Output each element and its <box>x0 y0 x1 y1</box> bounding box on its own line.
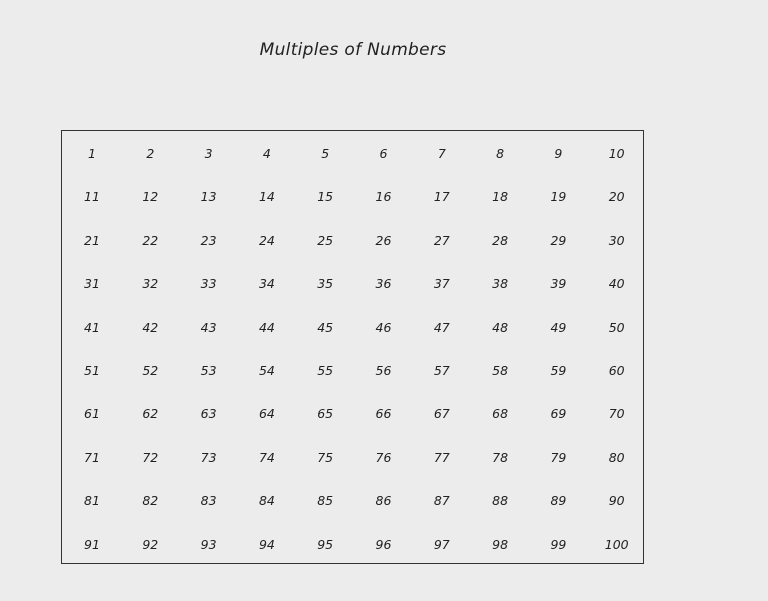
grid-number: 34 <box>258 276 275 292</box>
grid-number: 8 <box>496 146 505 161</box>
grid-number: 88 <box>492 493 509 509</box>
grid-number: 74 <box>258 449 275 465</box>
grid-number: 32 <box>142 276 159 292</box>
grid-number: 5 <box>321 146 330 161</box>
grid-number: 73 <box>200 449 217 465</box>
grid-number: 87 <box>433 493 450 509</box>
grid-number: 60 <box>608 363 625 378</box>
grid-number: 96 <box>375 536 392 552</box>
grid-number: 29 <box>550 232 567 248</box>
grid-number: 82 <box>142 493 159 509</box>
grid-number: 61 <box>84 406 100 422</box>
grid-number: 9 <box>554 146 563 161</box>
grid-number: 21 <box>84 232 100 248</box>
grid-number: 58 <box>492 363 509 378</box>
grid-number: 55 <box>317 363 334 378</box>
grid-number: 2 <box>146 146 155 161</box>
grid-number: 50 <box>608 319 625 335</box>
grid-number: 3 <box>204 146 213 161</box>
grid-number: 64 <box>258 406 275 422</box>
grid-number: 6 <box>379 146 388 161</box>
grid-number: 93 <box>200 536 217 552</box>
grid-number: 24 <box>258 232 275 248</box>
grid-number: 98 <box>492 536 509 552</box>
grid-number: 75 <box>317 449 334 465</box>
grid-number: 53 <box>200 363 217 378</box>
grid-number: 44 <box>258 319 275 335</box>
grid-number: 20 <box>608 189 625 205</box>
grid-number: 17 <box>433 189 450 205</box>
grid-number: 46 <box>375 319 392 335</box>
grid-number: 78 <box>492 449 509 465</box>
grid-number: 65 <box>317 406 334 422</box>
grid-number: 35 <box>317 276 334 292</box>
grid-number: 85 <box>317 493 334 509</box>
grid-number: 84 <box>258 493 275 509</box>
grid-number: 27 <box>433 232 450 248</box>
grid-number: 30 <box>608 232 625 248</box>
grid-number: 62 <box>142 406 159 422</box>
grid-number: 80 <box>608 449 625 465</box>
hundreds-grid <box>61 130 644 564</box>
grid-number: 23 <box>200 232 217 248</box>
grid-number: 18 <box>492 189 509 205</box>
grid-number: 63 <box>200 406 217 422</box>
grid-number: 67 <box>433 406 450 422</box>
grid-number: 94 <box>258 536 275 552</box>
grid-number: 45 <box>317 319 334 335</box>
grid-number: 56 <box>375 363 392 378</box>
grid-number: 69 <box>550 406 567 422</box>
grid-number: 4 <box>262 146 271 161</box>
grid-number: 99 <box>550 536 567 552</box>
grid-number: 43 <box>200 319 217 335</box>
grid-number: 76 <box>375 449 392 465</box>
grid-number: 66 <box>375 406 392 422</box>
grid-number: 37 <box>433 276 450 292</box>
grid-number: 12 <box>142 189 159 205</box>
grid-number: 36 <box>375 276 392 292</box>
grid-number: 51 <box>84 363 100 378</box>
grid-number: 10 <box>608 146 625 161</box>
grid-number: 39 <box>550 276 567 292</box>
grid-number: 92 <box>142 536 159 552</box>
grid-number: 86 <box>375 493 392 509</box>
grid-number: 15 <box>317 189 334 205</box>
grid-number: 38 <box>492 276 509 292</box>
grid-number: 49 <box>550 319 567 335</box>
grid-number: 7 <box>437 146 446 161</box>
grid-number: 77 <box>433 449 450 465</box>
grid-number: 40 <box>608 276 625 292</box>
grid-number: 25 <box>317 232 334 248</box>
grid-number: 79 <box>550 449 567 465</box>
grid-number: 42 <box>142 319 159 335</box>
grid-number: 100 <box>604 536 629 552</box>
grid-number: 14 <box>258 189 275 205</box>
grid-number: 72 <box>142 449 159 465</box>
grid-number: 22 <box>142 232 159 248</box>
grid-number: 81 <box>84 493 100 509</box>
grid-number: 68 <box>492 406 509 422</box>
grid-number: 19 <box>550 189 567 205</box>
grid-number: 54 <box>258 363 275 378</box>
grid-number: 31 <box>84 276 100 292</box>
grid-number: 59 <box>550 363 567 378</box>
grid-number: 41 <box>84 319 100 335</box>
grid-number: 16 <box>375 189 392 205</box>
grid-number: 57 <box>433 363 450 378</box>
grid-number: 1 <box>88 146 96 161</box>
grid-number: 91 <box>84 536 100 552</box>
grid-number: 52 <box>142 363 159 378</box>
grid-number: 13 <box>200 189 217 205</box>
grid-number: 11 <box>84 189 100 205</box>
grid-number: 83 <box>200 493 217 509</box>
grid-number: 95 <box>317 536 334 552</box>
page-title: Multiples of Numbers <box>259 40 447 60</box>
grid-number: 89 <box>550 493 567 509</box>
grid-number: 70 <box>608 406 625 422</box>
grid-number: 33 <box>200 276 217 292</box>
grid-number: 48 <box>492 319 509 335</box>
grid-number: 90 <box>608 493 625 509</box>
grid-number: 97 <box>433 536 450 552</box>
grid-number: 71 <box>84 449 100 465</box>
grid-number: 26 <box>375 232 392 248</box>
grid-number: 47 <box>433 319 450 335</box>
grid-number: 28 <box>492 232 509 248</box>
